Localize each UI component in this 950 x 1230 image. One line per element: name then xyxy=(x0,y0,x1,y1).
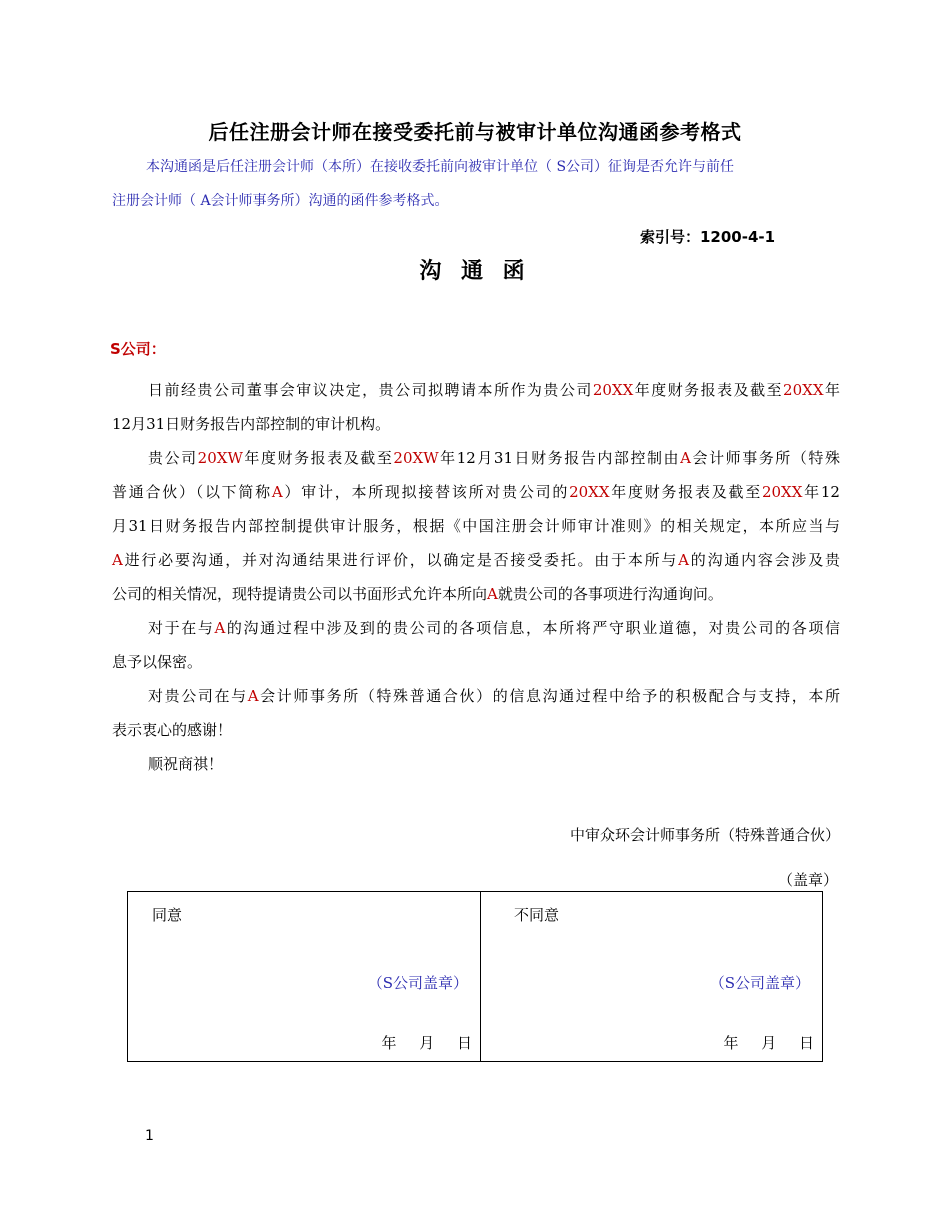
paragraph-3-line-2: 息予以保密。 xyxy=(112,653,203,671)
salutation: S公司： xyxy=(110,340,166,358)
closing-greeting: 顺祝商祺！ xyxy=(148,755,224,773)
agree-cell xyxy=(128,892,481,1061)
paragraph-2-line-1: 贵公司20XW年度财务报表及截至20XW年12月31日财务报告内部控制由A会计师事务所（特殊 xyxy=(148,449,840,467)
agree-date: 年 月 日 xyxy=(381,1034,472,1052)
paragraph-1-line-1: 日前经贵公司董事会审议决定，贵公司拟聘请本所作为贵公司20XX年度财务报表及截至20XX年 xyxy=(148,381,840,399)
reply-table xyxy=(127,891,823,1062)
letter-body xyxy=(112,373,840,781)
page-number: 1 xyxy=(145,1128,154,1144)
seal-note: （盖章） xyxy=(777,871,838,889)
disagree-date: 年 月 日 xyxy=(723,1034,814,1052)
paragraph-2-line-2: 普通合伙）（以下简称A）审计，本所现拟接替该所对贵公司的20XX年度财务报表及截至20XX年12 xyxy=(112,483,840,501)
letter-title: 沟 通 函 xyxy=(419,259,531,284)
disagree-stamp-note: （S公司盖章） xyxy=(709,974,810,992)
paragraph-2-line-3: 月31日财务报告内部控制提供审计服务，根据《中国注册会计师审计准则》的相关规定，本所应当与 xyxy=(112,517,840,535)
intro-note-line-1: 本沟通函是后任注册会计师（本所）在接收委托前向被审计单位（ S公司）征询是否允许与前任 xyxy=(146,159,735,175)
signature-firm: 中审众环会计师事务所（特殊普通合伙） xyxy=(569,826,840,844)
paragraph-4-line-1: 对贵公司在与A会计师事务所（特殊普通合伙）的信息沟通过程中给予的积极配合与支持，本所 xyxy=(148,687,840,705)
paragraph-3-line-1: 对于在与A的沟通过程中涉及到的贵公司的各项信息，本所将严守职业道德，对贵公司的各项信 xyxy=(148,619,840,637)
paragraph-2-line-4: A进行必要沟通，并对沟通结果进行评价，以确定是否接受委托。由于本所与A的沟通内容会涉及贵 xyxy=(112,551,840,569)
disagree-cell xyxy=(481,892,822,1061)
disagree-label: 不同意 xyxy=(514,906,560,924)
agree-label: 同意 xyxy=(152,906,183,924)
document-title: 后任注册会计师在接受委托前与被审计单位沟通函参考格式 xyxy=(208,120,742,144)
paragraph-1-line-2: 12月31日财务报告内部控制的审计机构。 xyxy=(112,415,391,433)
index-number: 索引号：1200-4-1 xyxy=(640,228,776,246)
agree-stamp-note: （S公司盖章） xyxy=(367,974,468,992)
paragraph-4-line-2: 表示衷心的感谢！ xyxy=(112,721,233,739)
paragraph-2-line-5: 公司的相关情况，现特提请贵公司以书面形式允许本所向A就贵公司的各事项进行沟通询问。 xyxy=(112,585,723,603)
intro-note-line-2: 注册会计师（ A会计师事务所）沟通的函件参考格式。 xyxy=(112,193,449,209)
